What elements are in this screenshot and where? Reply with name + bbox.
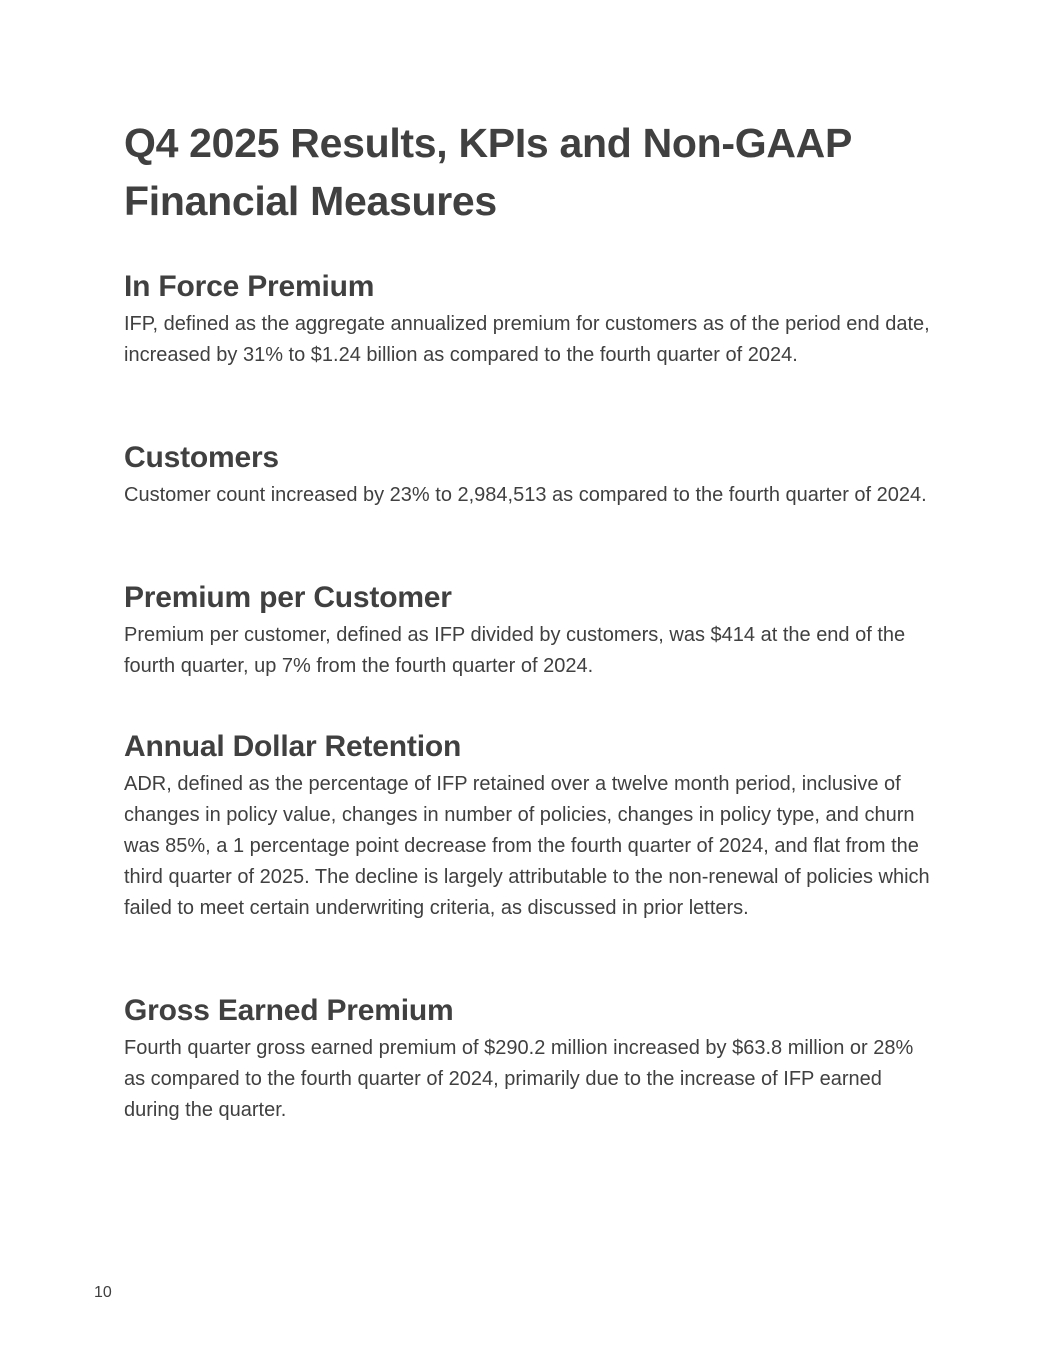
section-gross-earned-premium	[124, 993, 936, 1126]
section-heading: Customers	[124, 441, 279, 474]
section-heading: In Force Premium	[124, 270, 375, 303]
section-body: Premium per customer, defined as IFP divided by customers, was $414 at the end of the fourth quarter, up 7% from the fourth quarter of 2024.	[124, 624, 906, 677]
section-customers	[124, 440, 936, 511]
section-heading: Gross Earned Premium	[124, 994, 454, 1027]
section-body: IFP, defined as the aggregate annualized premium for customers as of the period end date, increased by 31% to $1.24 billion as compared to the fourth quarter of 2024.	[124, 313, 930, 366]
section-in-force-premium	[124, 269, 936, 371]
section-heading: Annual Dollar Retention	[124, 730, 462, 763]
section-annual-dollar-retention	[124, 729, 936, 924]
section-premium-per-customer	[124, 580, 936, 682]
section-body: Fourth quarter gross earned premium of $290.2 million increased by $63.8 million or 28% as compared to the fourth quarter of 2024, primarily due to the increase of IFP earned during the quarter.	[124, 1037, 914, 1121]
section-heading: Premium per Customer	[124, 581, 452, 614]
section-body: ADR, defined as the percentage of IFP retained over a twelve month period, inclusive of changes in policy value, changes in number of policies, changes in policy type, and churn was 85%, a 1 percentage point decrease from the fourth quarter of 2024, and flat from the third quarter of 2025. The decline is largely attributable to the non-renewal of policies which failed to meet certain underwriting criteria, as discussed in prior letters.	[124, 773, 930, 919]
page-title: Q4 2025 Results, KPIs and Non-GAAP Financial Measures	[124, 120, 852, 224]
page-number: 10	[94, 1284, 112, 1301]
section-body: Customer count increased by 23% to 2,984,513 as compared to the fourth quarter of 2024.	[124, 484, 927, 506]
